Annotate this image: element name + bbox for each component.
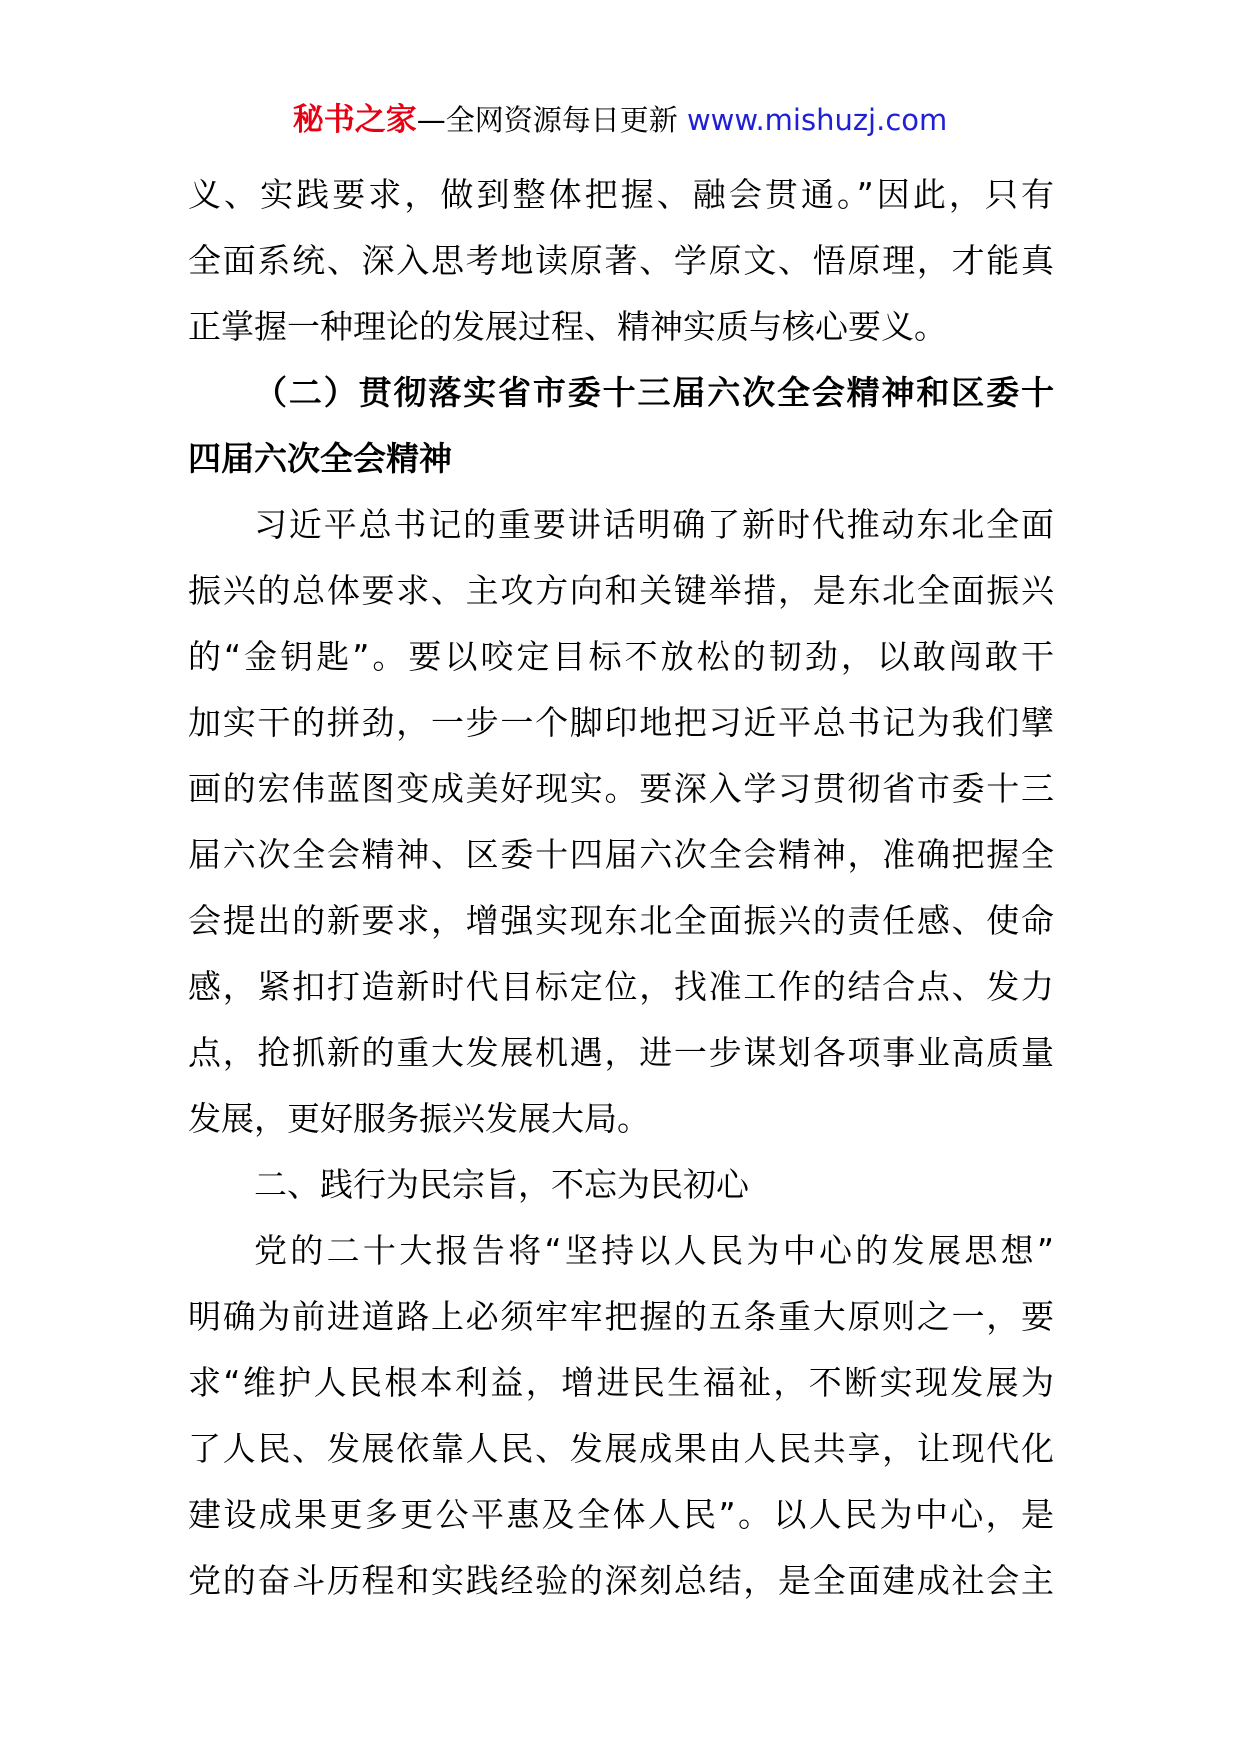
brand-name: 秘书之家 <box>292 102 417 138</box>
body-line: 发展，更好服务振兴发展大局。 <box>188 1099 650 1138</box>
body-line: 全面系统、深入思考地读原著、学原文、悟原理，才能真 <box>188 241 1054 280</box>
body-line: 正掌握一种理论的发展过程、精神实质与核心要义。 <box>188 307 947 346</box>
section-heading: （二）贯彻落实省市委十三届六次全会精神和区委十 <box>254 373 1054 412</box>
body-line: 会提出的新要求，增强实现东北全面振兴的责任感、使命 <box>188 901 1054 940</box>
section-heading: 四届六次全会精神 <box>188 439 452 478</box>
page-header <box>0 100 1240 140</box>
section-heading: 二、践行为民宗旨，不忘为民初心 <box>254 1165 749 1204</box>
document-body <box>188 162 1054 1614</box>
body-line: 建设成果更多更公平惠及全体人民”。以人民为中心，是 <box>188 1495 1054 1534</box>
header-tagline: —全网资源每日更新 <box>416 103 678 137</box>
body-line: 明确为前进道路上必须牢牢把握的五条重大原则之一，要 <box>188 1297 1054 1336</box>
body-line: 习近平总书记的重要讲话明确了新时代推动东北全面 <box>254 505 1054 544</box>
body-line: 点，抢抓新的重大发展机遇，进一步谋划各项事业高质量 <box>188 1033 1054 1072</box>
body-line: 了人民、发展依靠人民、发展成果由人民共享，让现代化 <box>188 1429 1054 1468</box>
body-line: 义、实践要求，做到整体把握、融会贯通。”因此，只有 <box>188 175 1054 214</box>
body-line: 党的二十大报告将“坚持以人民为中心的发展思想” <box>254 1231 1054 1270</box>
body-line: 感，紧扣打造新时代目标定位，找准工作的结合点、发力 <box>188 967 1054 1006</box>
body-line: 届六次全会精神、区委十四届六次全会精神，准确把握全 <box>188 835 1054 874</box>
body-line: 加实干的拼劲，一步一个脚印地把习近平总书记为我们擘 <box>188 703 1054 742</box>
body-line: 的“金钥匙”。要以咬定目标不放松的韧劲，以敢闯敢干 <box>188 637 1054 676</box>
body-line: 画的宏伟蓝图变成美好现实。要深入学习贯彻省市委十三 <box>188 769 1054 808</box>
body-line: 振兴的总体要求、主攻方向和关键举措，是东北全面振兴 <box>188 571 1054 610</box>
body-line: 党的奋斗历程和实践经验的深刻总结，是全面建成社会主 <box>188 1561 1054 1600</box>
site-url-link[interactable]: www.mishuzj.com <box>686 103 948 137</box>
body-line: 求“维护人民根本利益，增进民生福祉，不断实现发展为 <box>188 1363 1054 1402</box>
